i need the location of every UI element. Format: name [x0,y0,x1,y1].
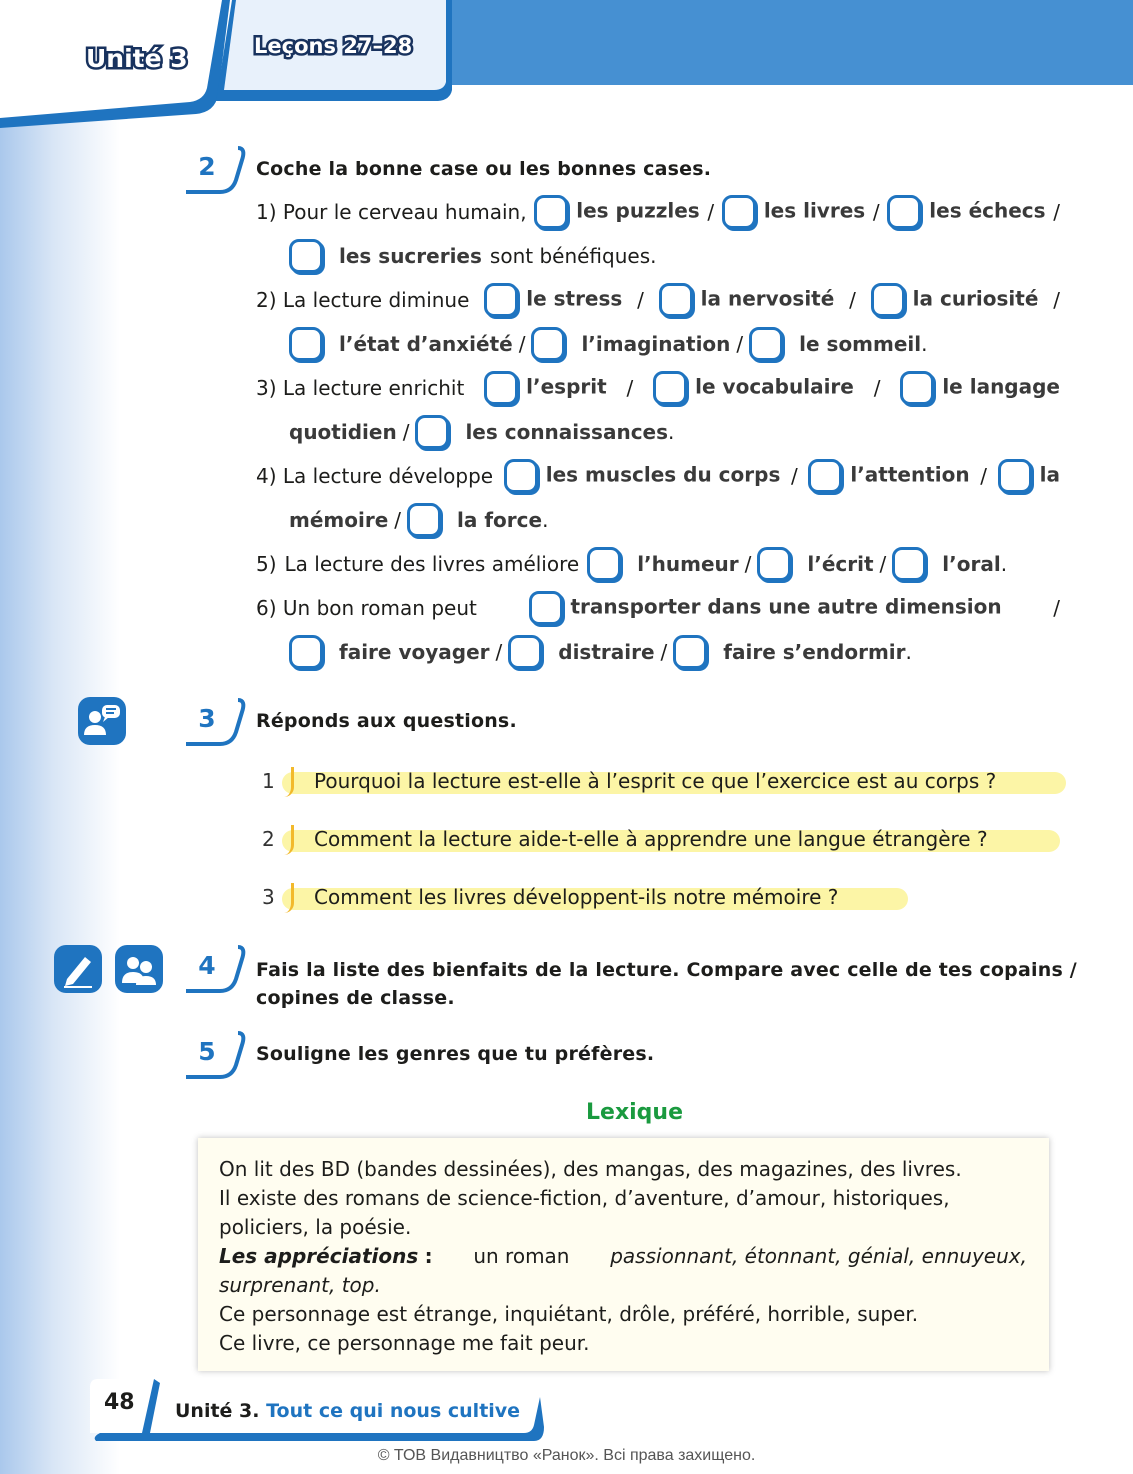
checkbox[interactable] [722,195,756,229]
ex2-q1-line1: 1) Pour le cerveau humain, les puzzles / les livres / les échecs / [256,195,1060,229]
question-2: 2 Comment la lecture aide-t-elle à apprendre une langue étrangère ? [262,822,988,856]
checkbox[interactable] [892,547,926,581]
ex2-q4-line2: mémoire / la force . [289,503,548,537]
lexique-line-3: policiers, la poésie. [219,1215,412,1239]
exercise-number-2: 2 [186,146,246,206]
lexique-line-2: Il existe des romans de science-fiction, d’aventure, d’amour, historiques, [219,1186,950,1210]
checkbox[interactable] [484,371,518,405]
exercise-number-4: 4 [186,945,246,1005]
checkbox[interactable] [673,635,707,669]
checkbox[interactable] [534,195,568,229]
question-3: 3 Comment les livres développent-ils notre mémoire ? [262,880,838,914]
lexique-line-4: Les appréciations : un roman passionnant, étonnant, génial, ennuyeux, [219,1244,1027,1268]
header-tabs [0,0,470,140]
lexique-line-7: Ce livre, ce personnage me fait peur. [219,1331,590,1355]
lessons-badge: Leçons 27–28 [254,34,413,58]
ex2-q2-line2: l’état d’anxiété / l’imagination / le sommeil . [289,327,928,361]
ex2-q5-line: 5) La lecture des livres améliore l’humeur / l’écrit / l’oral . [256,547,1007,581]
ex2-q6-line2: faire voyager / distraire / faire s’endormir . [289,635,912,669]
ex2-q4-line1: 4) La lecture développe les muscles du corps / l’attention / la [256,459,1060,493]
checkbox[interactable] [871,283,905,317]
exercise-3-instruction: Réponds aux questions. [256,710,517,732]
checkbox[interactable] [289,327,323,361]
checkbox[interactable] [653,371,687,405]
lexique-line-5: surprenant, top. [219,1273,381,1297]
checkbox[interactable] [887,195,921,229]
header-band [440,0,1133,85]
checkbox[interactable] [407,503,441,537]
exercise-5-instruction: Souligne les genres que tu préfères. [256,1043,655,1065]
ex2-q1-line2: les sucreries sont bénéfiques. [289,239,656,273]
exercise-number-3: 3 [186,698,246,758]
checkbox[interactable] [998,459,1032,493]
checkbox[interactable] [415,415,449,449]
speaking-icon [78,697,126,745]
checkbox[interactable] [749,327,783,361]
lexique-box [198,1138,1049,1371]
checkbox[interactable] [289,635,323,669]
exercise-4-instruction-line2: copines de classe. [256,987,455,1009]
exercise-4-instruction-line1: Fais la liste des bienfaits de la lecture. Compare avec celle de tes copains / [256,959,1077,981]
checkbox[interactable] [659,283,693,317]
checkbox[interactable] [289,239,323,273]
ex2-q3-line2: quotidien / les connaissances . [289,415,674,449]
checkbox[interactable] [484,283,518,317]
page-number: 48 [104,1390,135,1415]
checkbox[interactable] [504,459,538,493]
lexique-title: Lexique [586,1100,684,1125]
checkbox[interactable] [508,635,542,669]
footer-title: Unité 3. Tout ce qui nous cultive [175,1400,521,1422]
checkbox[interactable] [529,591,563,625]
exercise-2-instruction: Coche la bonne case ou les bonnes cases. [256,158,712,180]
checkbox[interactable] [808,459,842,493]
writing-icon [54,945,102,993]
exercise-number-5: 5 [186,1031,246,1091]
checkbox[interactable] [900,371,934,405]
checkbox[interactable] [587,547,621,581]
pair-work-icon [115,945,163,993]
lexique-line-1: On lit des BD (bandes dessinées), des mangas, des magazines, des livres. [219,1157,962,1181]
copyright: © ТОВ Видавництво «Ранок». Всі права захищено. [377,1447,756,1464]
checkbox[interactable] [757,547,791,581]
question-1: 1 Pourquoi la lecture est-elle à l’esprit ce que l’exercice est au corps ? [262,764,996,798]
ex2-q3-line1: 3) La lecture enrichit l’esprit / le vocabulaire / le langage [256,371,1060,405]
ex2-q2-line1: 2) La lecture diminue le stress / la nervosité / la curiosité / [256,283,1060,317]
ex2-q6-line1: 6) Un bon roman peut transporter dans une autre dimension / [256,591,1060,625]
unit-badge: Unité 3 [86,44,188,73]
lexique-line-6: Ce personnage est étrange, inquiétant, drôle, préféré, horrible, super. [219,1302,919,1326]
checkbox[interactable] [531,327,565,361]
